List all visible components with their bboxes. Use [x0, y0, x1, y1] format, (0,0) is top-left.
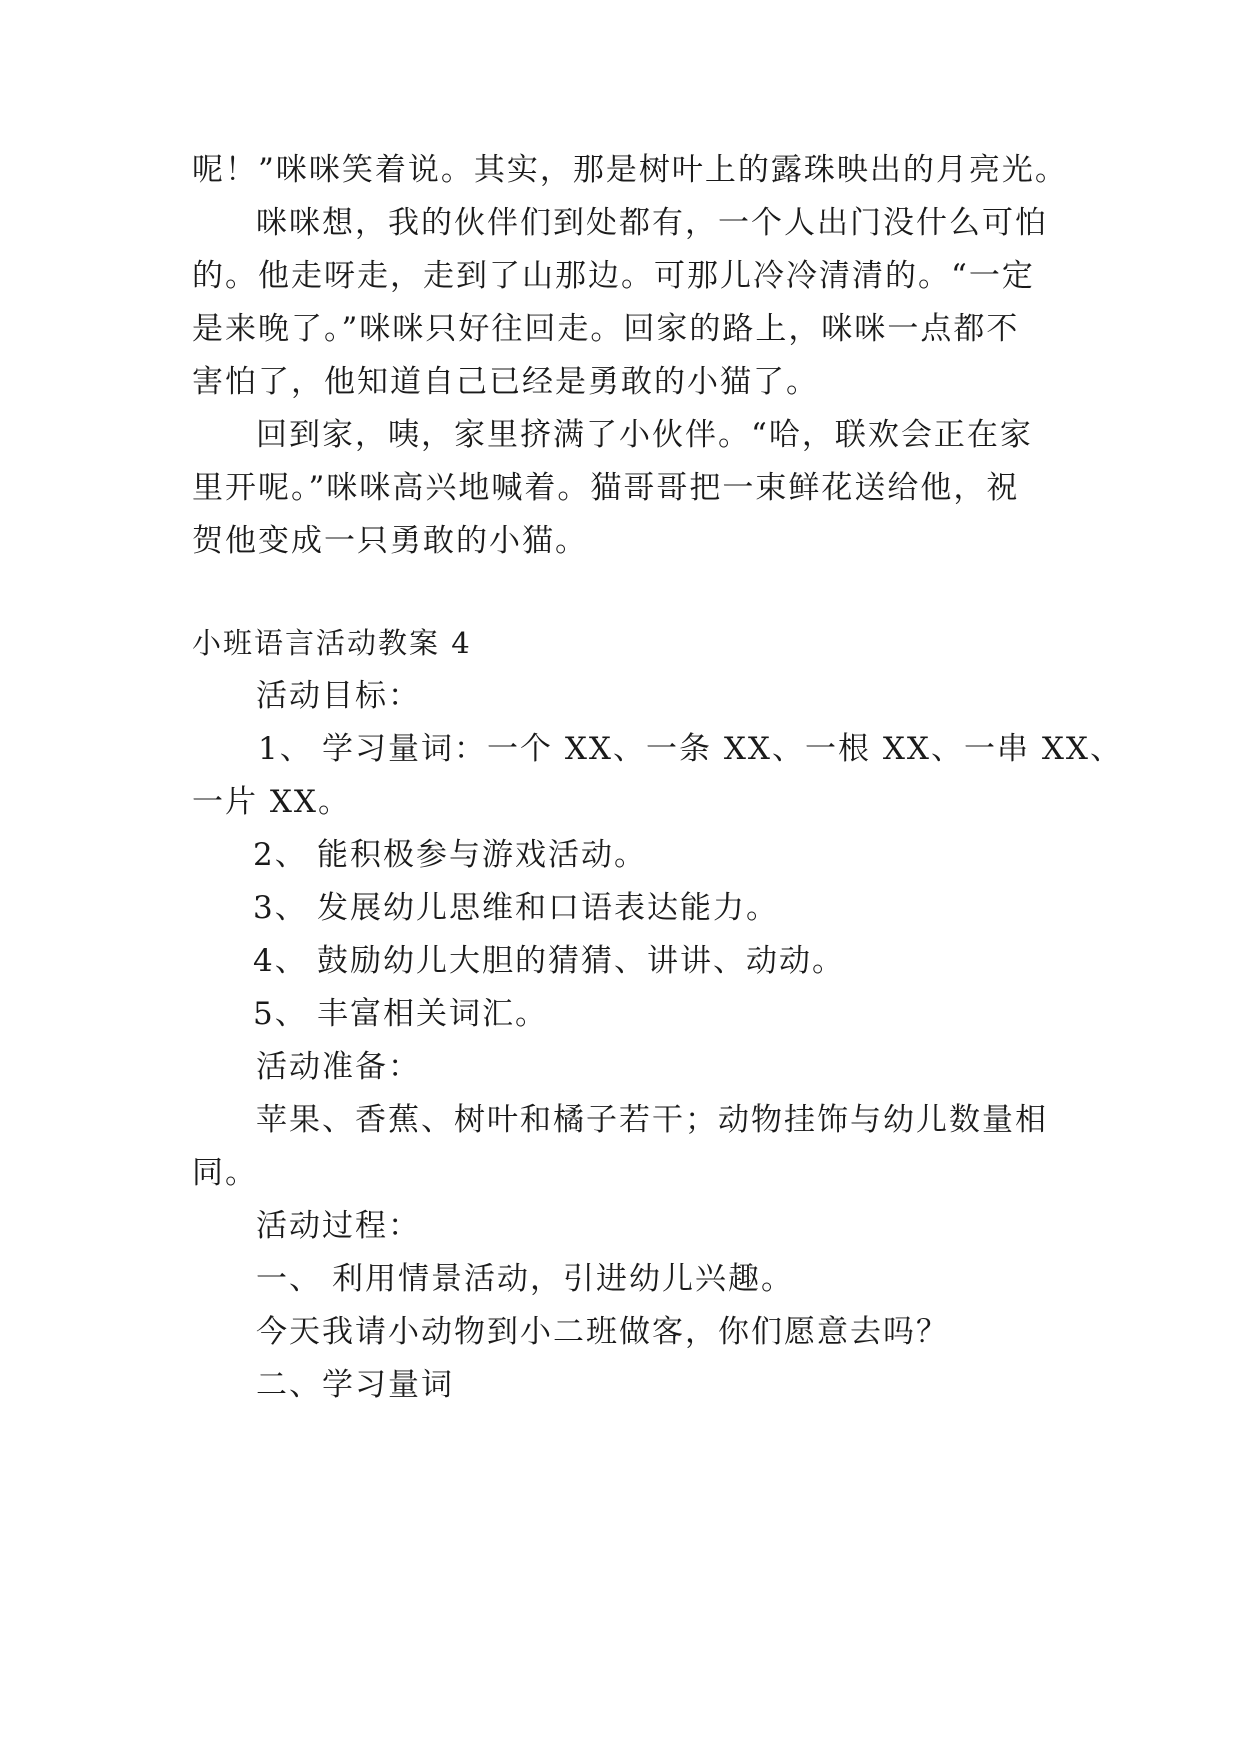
process-step-1 [256, 1259, 794, 1299]
goal-text: 鼓励幼儿大胆的猜猜、讲讲、动动。 [317, 943, 845, 979]
story-paragraph-2-line-4: 害怕了，他知道自己已经是勇敢的小猫了。 [192, 364, 819, 400]
goals-heading: 活动目标： [256, 678, 421, 714]
goal-number: 4、 [253, 943, 308, 979]
goal-item-4 [253, 941, 845, 981]
step-text: 利用情景活动，引进幼儿兴趣。 [332, 1261, 794, 1297]
story-paragraph-2-line-2: 的。他走呀走，走到了山那边。可那儿冷冷清清的。“一定 [192, 258, 1035, 294]
step-number: 一、 [256, 1261, 322, 1297]
goal-text: 能积极参与游戏活动。 [317, 837, 647, 873]
lesson-title: 小班语言活动教案 4 [192, 626, 472, 660]
story-paragraph-1-line-1: 呢！”咪咪笑着说。其实，那是树叶上的露珠映出的月亮光。 [192, 152, 1068, 188]
goal-number: 1、 [258, 731, 313, 767]
goal-text: 丰富相关词汇。 [317, 996, 548, 1032]
process-step-1-detail: 今天我请小动物到小二班做客，你们愿意去吗？ [256, 1314, 949, 1350]
goal-item-1-continued: 一片 XX。 [192, 784, 351, 820]
story-paragraph-3-line-1: 回到家，咦，家里挤满了小伙伴。“哈，联欢会正在家 [256, 417, 1033, 453]
goal-number: 2、 [253, 837, 308, 873]
story-paragraph-3-line-2: 里开呢。”咪咪高兴地喊着。猫哥哥把一束鲜花送给他，祝 [192, 470, 1020, 506]
goal-item-1 [258, 729, 1123, 769]
goal-text: 学习量词：一个 XX、一条 XX、一根 XX、一串 XX、 [322, 731, 1123, 767]
story-paragraph-2-line-3: 是来晚了。”咪咪只好往回走。回家的路上，咪咪一点都不 [192, 311, 1020, 347]
goal-item-2 [253, 835, 647, 875]
story-paragraph-2-line-1: 咪咪想，我的伙伴们到处都有，一个人出门没什么可怕 [256, 205, 1048, 241]
goal-number: 5、 [253, 996, 308, 1032]
goal-text: 发展幼儿思维和口语表达能力。 [317, 890, 779, 926]
goal-item-5 [253, 994, 548, 1034]
prep-line-2: 同。 [192, 1155, 258, 1191]
story-paragraph-3-line-3: 贺他变成一只勇敢的小猫。 [192, 523, 588, 559]
goal-item-3 [253, 888, 779, 928]
goal-number: 3、 [253, 890, 308, 926]
process-step-2: 二、学习量词 [256, 1367, 454, 1403]
prep-heading: 活动准备： [256, 1049, 421, 1085]
process-heading: 活动过程： [256, 1208, 421, 1244]
prep-line-1: 苹果、香蕉、树叶和橘子若干；动物挂饰与幼儿数量相 [256, 1102, 1048, 1138]
